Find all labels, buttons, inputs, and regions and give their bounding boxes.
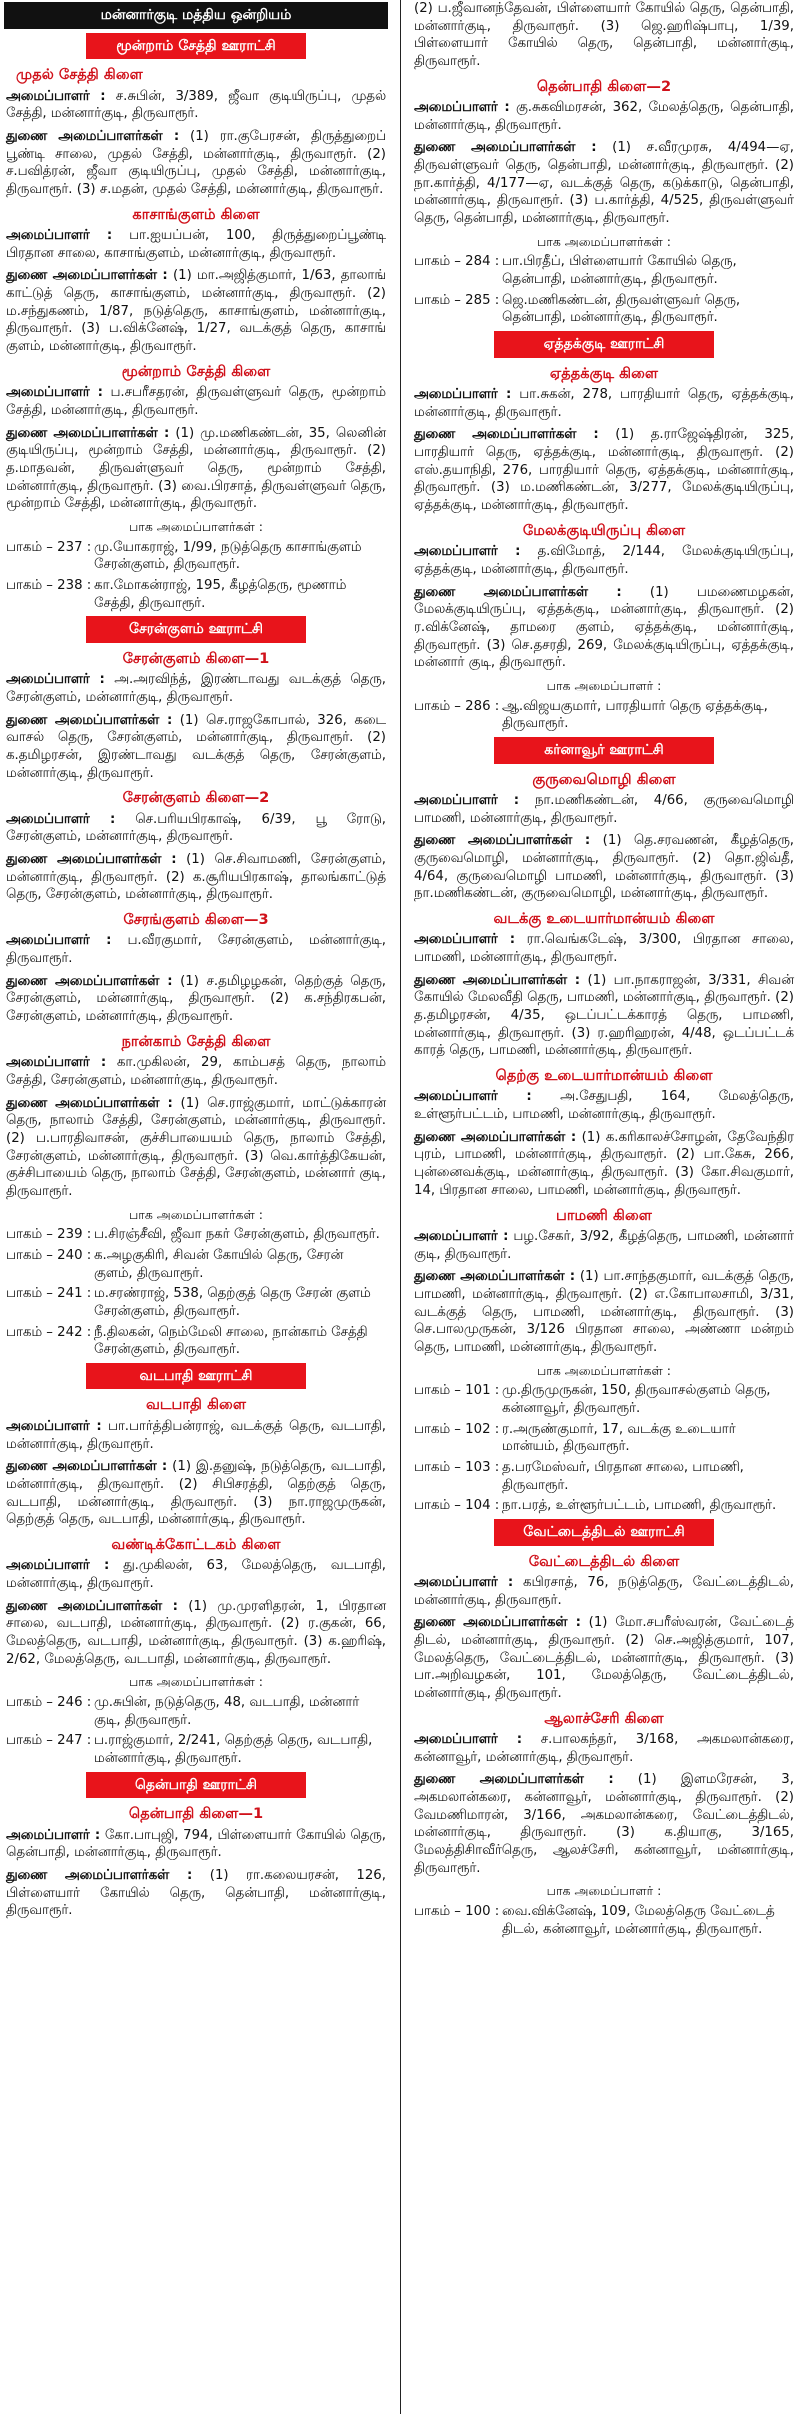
branch-title: ஏத்தக்குடி கிளை [549, 364, 659, 382]
secretary-entry: அமைப்பாளர் : ச.சுபின், 3/389, ஜீவா குடியிருப்பு, முதல் சேத்தி, மன்னார்குடி, திருவாரூர். [6, 88, 386, 122]
deputy-entry: துணை அமைப்பாளர்கள் : (1) மு.மணிகண்டன், 35, லெனின் குடியிருப்பு, மூன்றாம் சேத்தி, மன்னார்குடி, திருவாரூர். (2) த.மாதவன், திருவள்ளுவர் தெரு, மூன்றாம் சேத்தி, மன்னார்குடி, திருவாரூர். (3) வை.பிரசாத், திருவள்ளுவர் தெரு, மூன்றாம் சேத்தி, மன்னார்குடி, திருவாரூர். [6, 425, 387, 512]
deputy-entry: துணை அமைப்பாளர்கள் : (1) த.ராஜேஷ்திரன், 325, பாரதியார் தெரு, ஏத்தக்குடி, மன்னார்குடி, திருவாரூர். (2) எஸ்.தயாநிதி, 276, பாரதியார் தெரு, ஏத்தக்குடி, மன்னார்குடி, திருவாரூர். (3) ம.மணிகண்டன், 3/277, மேலக்குடியிருப்பு, ஏத்தக்குடி, மன்னார்குடி, திருவாரூர். [414, 427, 794, 514]
panchayat-banner: சேரன்குளம் ஊராட்சி [86, 616, 306, 643]
booth-row: பாகம் – 237 : மு.யோகராஜ், 1/99, நடுத்தெரு காசாங்குளம் சேரன்குளம், திருவாரூர். [6, 539, 362, 573]
branch-title: முதல் சேத்தி கிளை [16, 66, 143, 84]
column-divider [400, 0, 401, 2414]
booth-heading: பாக அமைப்பாளர்கள் : [537, 233, 671, 249]
booth-row: பாகம் – 246 : மு.சுபின், நடுத்தெரு, 48, வடபாதி, மன்னார் குடி, திருவாரூர். [6, 1694, 360, 1728]
secretary-entry: அமைப்பாளர் : பா.சுகன், 278, பாரதியார் தெரு, ஏத்தக்குடி, மன்னார்குடி, திருவாரூர். [414, 387, 794, 420]
deputy-entry: துணை அமைப்பாளர்கள் : (1) மா.அஜித்குமார், 1/63, தாலாங் காட்டுத் தெரு, காசாங்குளம், மன்னார்குடி, திருவாரூர். (2) ம.சந்துகணம், 1/87, நடுத்தெரு, காசாங்குளம், மன்னார்குடி, திருவாரூர். (3) ப.விக்னேஷ், 1/27, வடக்குத் தெரு, காசாங் குளம், மன்னார்குடி, திருவாரூர். [6, 268, 387, 355]
branch-title: வண்டிக்கோட்டகம் கிளை [111, 1535, 281, 1553]
branch-title: சேரங்குளம் கிளை—3 [123, 911, 269, 928]
secretary-entry: அமைப்பாளர் : கபிரசாத், 76, நடுத்தெரு, வேட்டைத்திடல், மன்னார்குடி, திருவாரூர். [414, 1574, 794, 1608]
branch-title: தென்பாதி கிளை—2 [536, 77, 672, 95]
secretary-entry: அமைப்பாளர் : ரா.வெங்கடேஷ், 3/300, பிரதான சாலை, பாமணி, மன்னார்குடி, திருவாரூர். [414, 932, 794, 966]
secretary-entry: அமைப்பாளர் : அ.அரவிந்த், இரண்டாவது வடக்குத் தெரு, சேரன்குளம், மன்னார்குடி, திருவாரூர். [6, 672, 386, 705]
branch-title: வேட்டைத்திடல் கிளை [528, 1552, 680, 1570]
deputy-entry: துணை அமைப்பாளர்கள் : (1) பா.சாந்தகுமார், வடக்குத் தெரு, பாமணி, மன்னார்குடி, திருவாரூர். (2) எ.கோபாலசாமி, 3/31, வடக்குத் தெரு, பாமணி, மன்னார்குடி, திருவாரூர். (3) செ.பாலமுருகன், 3/126 பிரதான சாலை, அண்ணா மன்றம் தெரு, பாமணி, மன்னார்குடி, திருவாரூர். [414, 1269, 795, 1355]
booth-row: பாகம் – 101 : மு.திருமுருகன், 150, திருவாசல்குளம் தெரு, கன்னாவூர், திருவாரூர். [414, 1383, 771, 1416]
booth-row: பாகம் – 104 : நா.பரத், உள்ளூர்பட்டம், பாமணி, திருவாரூர். [414, 1498, 777, 1514]
booth-heading: பாக அமைப்பாளர் : [546, 1883, 662, 1899]
branch-title: வடக்கு உடையார்மான்யம் கிளை [493, 909, 715, 927]
branch-title: தெற்கு உடையார்மான்யம் கிளை [495, 1067, 713, 1085]
branch-title: நான்காம் சேத்தி கிளை [121, 1032, 271, 1050]
booth-row: பாகம் – 284 : பா.பிரதீப், பிள்ளையார் கோயில் தெரு, தென்பாதி, மன்னார்குடி, திருவாரூர். [414, 254, 737, 288]
branch-title: மேலக்குடியிருப்பு கிளை [522, 521, 686, 539]
panchayat-banner: வேட்டைத்திடல் ஊராட்சி [494, 1519, 714, 1546]
secretary-entry: அமைப்பாளர் : பழ.சேகர், 3/92, கீழத்தெரு, பாமணி, மன்னார் குடி, திருவாரூர். [414, 1228, 794, 1262]
secretary-entry: அமைப்பாளர் : அ.சேதுபதி, 164, மேலத்தெரு, உள்ளூர்பட்டம், பாமணி, மன்னார்குடி, திருவாரூர். [414, 1089, 794, 1123]
branch-title: குருவைமொழி கிளை [532, 770, 676, 788]
secretary-entry: அமைப்பாளர் : த.விமோத், 2/144, மேலக்குடியிருப்பு, ஏத்தக்குடி, மன்னார்குடி, திருவாரூர். [414, 544, 794, 577]
deputy-entry: துணை அமைப்பாளர்கள் : (1) மோ.சபரீஸ்வரன், வேட்டைத் திடல், மன்னார்குடி, திருவாரூர். (2) செ.அஜித்குமார், 107, மேலத்தெரு, வேட்டைத்திடல், மன்னார்குடி, திருவாரூர். (3) பா.அறிவழகன், 101, மேலத்தெரு, வேட்டைத்திடல், மன்னார்குடி, திருவாரூர். [414, 1615, 794, 1701]
deputy-entry: துணை அமைப்பாளர்கள் : (1) க.கரிகாலச்சோழன், தேவேந்திர புரம், பாமணி, மன்னார்குடி, திருவாரூர். (2) பா.கேசு, 266, புன்னைவக்குடி, மன்னார்குடி, திருவாரூர். (3) கோ.சிவகுமார், 14, பிரதான சாலை, பாமணி, மன்னார்குடி, திருவாரூர். [414, 1129, 794, 1198]
deputy-entry: துணை அமைப்பாளர்கள் : (1) ரா.குபேரசன், திருத்துறைப் பூண்டி சாலை, முதல் சேத்தி, மன்னார்குடி, திருவாரூர். (2) ச.பவித்ரன், ஜீவா குடியிருப்பு, முதல் சேத்தி, மன்னார்குடி, திருவாரூர். (3) ச.மதன், முதல் சேத்தி, மன்னார்குடி, திருவாரூர். [6, 128, 386, 197]
panchayat-banner: வடபாதி ஊராட்சி [86, 1363, 306, 1390]
branch-title: ஆலாச்சேரி கிளை [544, 1709, 664, 1727]
booth-row: பாகம் – 285 : ஜெ.மணிகண்டன், திருவள்ளுவர் தெரு, தென்பாதி, மன்னார்குடி, திருவாரூர். [414, 292, 741, 326]
deputy-entry: துணை அமைப்பாளர்கள் : (1) பா.நாகராஜன், 3/331, சிவன் கோயில் மேலவீதி தெரு, பாமணி, மன்னார்குடி, திருவாரூர். (2) த.தமிழரசன், 4/35, ஒடப்பட்டக்காரத் தெரு, பாமணி, மன்னார்குடி, திருவாரூர். (3) ர.ஹரிஹரன், 4/48, ஒடப்பட்டக் காரத் தெரு, பாமணி, மன்னார்குடி, திருவாரூர். [414, 972, 795, 1059]
branch-title: சேரன்குளம் கிளை—1 [122, 649, 270, 667]
secretary-entry: அமைப்பாளர் : து.முகிலன், 63, மேலத்தெரு, வடபாதி, மன்னார்குடி, திருவாரூர். [6, 1558, 386, 1591]
panchayat-banner: தென்பாதி ஊராட்சி [86, 1772, 306, 1799]
deputy-entry: துணை அமைப்பாளர்கள் : (1) பமணைமழகன், மேலக்குடியிருப்பு, ஏத்தக்குடி, மன்னார்குடி, திருவாரூர். (2) ர.விக்னேஷ், தாமரை குளம், ஏத்தக்குடி, மன்னார்குடி, திருவாரூர். (3) செ.தசரதி, 269, மேலக்குடியிருப்பு, ஏத்தக்குடி, மன்னார் குடி, திருவாரூர். [414, 584, 795, 671]
deputy-entry: துணை அமைப்பாளர்கள் : (1) இ.தனுஷ், நடுத்தெரு, வடபாதி, மன்னார்குடி, திருவாரூர். (2) சிபிசரத்தி, தெற்குத் தெரு, வடபாதி, மன்னார்குடி, திருவாரூர். (3) நா.ராஜமுருகன், தெற்குத் தெரு, வடபாதி, மன்னார்குடி, திருவாரூர். [6, 1459, 387, 1528]
booth-row: பாகம் – 240 : க.அழகுகிரி, சிவன் கோயில் தெரு, சேரன் குளம், திருவாரூர். [6, 1247, 344, 1281]
secretary-entry: அமைப்பாளர் : பா.ஐயப்பன், 100, திருத்துறைப்பூண்டி பிரதான சாலை, காசாங்குளம், மன்னார்குடி, திருவாரூர். [6, 228, 386, 261]
branch-title: மூன்றாம் சேத்தி கிளை [121, 362, 271, 380]
deputy-entry: துணை அமைப்பாளர்கள் : (1) ரா.கலையரசன், 126, பிள்ளையார் கோயில் தெரு, தென்பாதி, மன்னார்குடி, திருவாரூர். [6, 1868, 386, 1919]
branch-title: காசாங்குளம் கிளை [132, 205, 260, 223]
secretary-entry: அமைப்பாளர் : செ.பரியபிரகாஷ், 6/39, பூ ரோடு, சேரன்குளம், மன்னார்குடி, திருவாரூர். [6, 811, 386, 845]
secretary-entry: அமைப்பாளர் : ப.வீரகுமார், சேரன்குளம், மன்னார்குடி, திருவாரூர். [6, 933, 386, 967]
deputy-entry: துணை அமைப்பாளர்கள் : (1) செ.ராஜகோபால், 326, கடை வாசல் தெரு, சேரன்குளம், மன்னார்குடி, திருவாரூர். (2) க.தமிழரசன், இரண்டாவது வடக்குத் தெரு, சேரன்குளம், மன்னார்குடி, திருவாரூர். [6, 712, 387, 781]
deputy-entry: துணை அமைப்பாளர்கள் : (1) ச.வீரமுரசு, 4/494—ஏ, திருவள்ளுவர் தெரு, தென்பாதி, மன்னார்குடி, திருவாரூர். (2) நா.கார்த்தி, 4/177—ஏ, வடக்குத் தெரு, கடுக்காடு, தென்பாதி, மன்னார்குடி, திருவாரூர். (3) ப.கார்த்தி, 4/525, திருவள்ளுவர் தெரு, தென்பாதி, மன்னார்குடி, திருவாரூர். [414, 140, 795, 227]
deputy-entry: துணை அமைப்பாளர்கள் : (1) செ.சிவாமணி, சேரன்குளம், மன்னார்குடி, திருவாரூர். (2) க.சூரியபிரகாஷ், தாலங்காட்டுத் தெரு, சேரன்குளம், மன்னார்குடி, திருவாரூர். [6, 851, 387, 903]
branch-title: தென்பாதி கிளை—1 [128, 1805, 264, 1823]
secretary-entry: அமைப்பாளர் : நா.மணிகண்டன், 4/66, குருவைமொழி பாமணி, மன்னார்குடி, திருவாரூர். [414, 792, 794, 826]
deputy-entry: துணை அமைப்பாளர்கள் : (1) தெ.சரவணன், கீழத்தெரு, குருவைமொழி, மன்னார்குடி, திருவாரூர். (2) தொ.ஜிவ்தீ, 4/64, குருவைமொழி பாமணி, மன்னார்குடி, திருவாரூர். (3) நா.மணிகண்டன், குருவைமொழி, மன்னார்குடி, திருவாரூர். [414, 833, 795, 902]
branch-title: வடபாதி கிளை [145, 1396, 247, 1414]
secretary-entry: அமைப்பாளர் : கோ.பாபுஜி, 794, பிள்ளையார் கோயில் தெரு, தென்பாதி, மன்னார்குடி, திருவாரூர். [6, 1827, 386, 1861]
panchayat-banner: ஏத்தக்குடி ஊராட்சி [494, 331, 714, 358]
booth-row: பாகம் – 100 : வை.விக்னேஷ், 109, மேலத்தெரு வேட்டைத் திடல், கன்னாவூர், மன்னார்குடி, திருவாரூர். [414, 1904, 775, 1937]
right-column [408, 0, 800, 2414]
secretary-entry: அமைப்பாளர் : பா.பார்த்திபன்ராஜ், வடக்குத் தெரு, வடபாதி, மன்னார்குடி, திருவாரூர். [6, 1418, 386, 1452]
panchayat-banner: மூன்றாம் சேத்தி ஊராட்சி [86, 33, 306, 60]
booth-row: பாகம் – 247 : ப.ராஜ்குமார், 2/241, தெற்குத் தெரு, வடபாதி, மன்னார்குடி, திருவாரூர். [6, 1733, 373, 1766]
booth-row: பாகம் – 242 : நீ.திலகன், நெம்மேலி சாலை, நான்காம் சேத்தி சேரன்குளம், திருவாரூர். [6, 1324, 368, 1358]
booth-heading: பாக அமைப்பாளர்கள் : [129, 518, 263, 534]
deputy-entry: துணை அமைப்பாளர்கள் : (1) இளமரேசன், 3, அகமலான்கரை, கன்னாவூர், மன்னார்குடி, திருவாரூர். (2) வேமணிமாரன், 3/166, அகமலான்கரை, வேட்டைத்திடல், மன்னார்குடி, திருவாரூர். (3) க.தியாகு, 3/165, மேலத்திசிாவீர்தெரு, ஆலச்சேரி, கன்னாவூர், மன்னார்குடி, திருவாரூர். [414, 1772, 794, 1876]
branch-title: பாமணி கிளை [556, 1206, 652, 1224]
left-column [0, 0, 392, 2414]
booth-heading: பாக அமைப்பாளர்கள் : [129, 1674, 263, 1690]
deputy-entry: துணை அமைப்பாளர்கள் : (1) செ.ராஜ்குமார், மாட்டுக்காரன் தெரு, நாலாம் சேத்தி, சேரன்குளம், மன்னார்குடி, திருவாரூர். (2) ப.பாரதிவாசன், குச்சிபாயையம் தெரு, நாலாம் சேத்தி, சேரன்குளம், மன்னார்குடி, திருவாரூர். (3) வெ.கார்த்திகேயன், குச்சிபாயைம் தெரு, நாலாம் சேத்தி, சேரன்குளம், மன்னார் குடி, திருவாரூர். [6, 1095, 386, 1199]
panchayat-banner: கர்னாவூர் ஊராட்சி [494, 737, 714, 764]
union-header: மன்னார்குடி மத்திய ஒன்றியம் [4, 2, 388, 29]
secretary-entry: அமைப்பாளர் : கு.சுகவிமரசன், 362, மேலத்தெரு, தென்பாதி, மன்னார்குடி, திருவாரூர். [414, 100, 794, 133]
booth-row: பாகம் – 239 : ப.சிரஞ்சீவி, ஜீவா நகர் சேரன்குளம், திருவாரூர். [6, 1227, 380, 1243]
booth-row: பாகம் – 241 : ம.சரண்ராஜ், 538, தெற்குத் தெரு சேரன் குளம் சேரன்குளம், திருவாரூர். [6, 1286, 371, 1319]
deputy-entry: துணை அமைப்பாளர்கள் : (1) ச.தமிழழகன், தெற்குத் தெரு, சேரன்குளம், மன்னார்குடி, திருவாரூர். (2) க.சந்திரகபன், சேரன்குளம், மன்னார்குடி, திருவாரூர். [6, 973, 386, 1025]
booth-row: பாகம் – 286 : ஆ.விஜயகுமார், பாரதியார் தெரு ஏத்தக்குடி, திருவாரூர். [414, 698, 768, 732]
booth-row: பாகம் – 103 : த.பரமேஸ்வர், பிரதான சாலை, பாமணி, திருவாரூர். [414, 1459, 744, 1493]
booth-row: பாகம் – 102 : ர.அருண்குமார், 17, வடக்கு உடையார் மான்யம், திருவாரூர். [414, 1421, 736, 1455]
secretary-entry: அமைப்பாளர் : ப.சபரீசதரன், திருவள்ளுவர் தெரு, மூன்றாம் சேத்தி, மன்னார்குடி, திருவாரூர். [6, 385, 386, 418]
deputy-entry: துணை அமைப்பாளர்கள் : (1) மு.முரளிதரன், 1, பிரதான சாலை, வடபாதி, மன்னார்குடி, திருவாரூர். (2) ர.குகன், 66, மேலத்தெரு, வடபாதி, மன்னார்குடி, திருவாரூர். (3) க.ஹரிஷ், 2/62, மேலத்தெரு, வடபாதி, மன்னார்குடி, திருவாரூர். [6, 1598, 386, 1667]
branch-title: சேரன்குளம் கிளை—2 [122, 789, 270, 807]
continued-entry: (2) ப.ஜீவானந்தேவன், பிள்ளையார் கோயில் தெரு, தென்பாதி, மன்னார்குடி, திருவாரூர். (3) ஜெ.ஹரிஷ்பாபு, 1/39, பிள்ளையார் கோயில் தெரு, தென்பாதி, மன்னார்குடி, திருவாரூர். [414, 1, 794, 70]
booth-row: பாகம் – 238 : கா.மோகன்ராஜ், 195, கீழத்தெரு, மூணாம் சேத்தி, திருவாரூர். [6, 577, 347, 611]
booth-heading: பாக அமைப்பாளர் : [546, 677, 662, 693]
secretary-entry: அமைப்பாளர் : கா.முகிலன், 29, காம்பசத் தெரு, நாலாம் சேத்தி, சேரன்குளம், மன்னார்குடி, திருவாரூர். [6, 1055, 386, 1088]
booth-heading: பாக அமைப்பாளர்கள் : [129, 1206, 263, 1222]
booth-heading: பாக அமைப்பாளர்கள் : [537, 1362, 671, 1378]
secretary-entry: அமைப்பாளர் : ச.பாலகந்தர், 3/168, அகமலான்கரை, கன்னாவூர், மன்னார்குடி, திருவாரூர். [414, 1732, 794, 1765]
